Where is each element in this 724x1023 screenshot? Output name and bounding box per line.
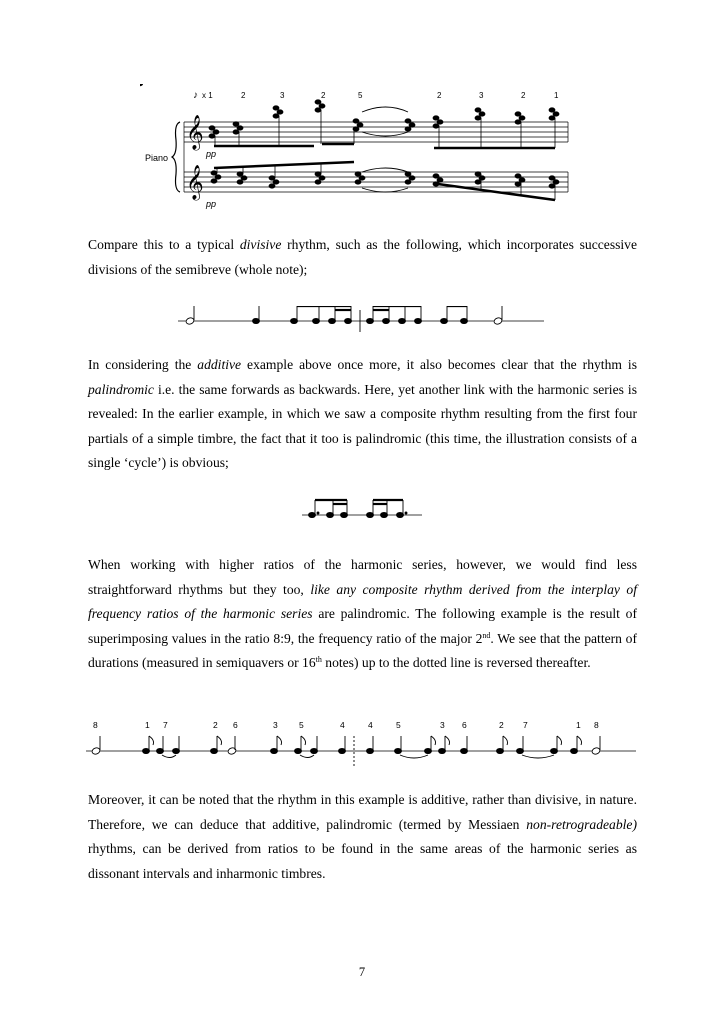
pattern-number: 5 xyxy=(358,91,363,100)
paragraph-1: Compare this to a typical divisive rhythm, such as the following, which incorporates successive divisions of the semibreve (whole note); xyxy=(88,237,638,277)
dynamic-lower: pp xyxy=(206,199,217,209)
note-value-label: x 1 xyxy=(202,91,213,100)
ratio-8-9-rhythm-figure xyxy=(84,716,640,770)
duration-number: 6 xyxy=(233,720,238,730)
duration-number: 4 xyxy=(340,720,345,730)
duration-number: 1 xyxy=(145,720,150,730)
pattern-number: 2 xyxy=(437,91,442,100)
pattern-number: 2 xyxy=(241,91,246,100)
pattern-number: 1 xyxy=(554,91,559,100)
duration-number: 7 xyxy=(523,720,528,730)
duration-number: 3 xyxy=(440,720,445,730)
duration-number: 2 xyxy=(213,720,218,730)
svg-text:♪: ♪ xyxy=(193,90,198,101)
svg-text:𝄞: 𝄞 xyxy=(186,166,204,199)
instrument-label: Piano xyxy=(145,153,169,163)
duration-number: 5 xyxy=(299,720,304,730)
duration-number: 7 xyxy=(163,720,168,730)
pattern-number: 3 xyxy=(280,91,285,100)
duration-number: 6 xyxy=(462,720,467,730)
duration-number: 5 xyxy=(396,720,401,730)
pattern-number: 3 xyxy=(479,91,484,100)
paragraph-3: When working with higher ratios of the harmonic series, however, we would find less straightforward rhythms but they too, like any composite rhythm derived from the interplay of frequency ratios of the harmonic series are palindromic. The following example is the result of superimposing values in the ratio 8:9, the frequency ratio of the major 2nd. We see that the pattern of durations (measured in semiquavers or 16th notes) up to the dotted line is reversed thereafter. xyxy=(88,557,638,671)
pattern-number: 2 xyxy=(521,91,526,100)
duration-number: 2 xyxy=(499,720,504,730)
paragraph-2: In considering the additive example above once more, it also becomes clear that the rhythm is palindromic i.e. the same forwards as backwards. Here, yet another link with the harmonic series is revealed: In the earlier example, in which we saw a composite rhythm resulting from the first four partials of a simple timbre, the fact that it too is palindromic (this time, the illustration consists of a single ‘cycle’) is obvious; xyxy=(88,357,637,471)
dynamic-upper: pp xyxy=(206,149,217,159)
piano-score-figure xyxy=(140,84,580,214)
duration-number: 3 xyxy=(273,720,278,730)
divisive-rhythm-figure xyxy=(176,306,548,336)
duration-number: 8 xyxy=(594,720,599,730)
page-number: 7 xyxy=(358,965,366,979)
duration-number: 8 xyxy=(93,720,98,730)
palindromic-rhythm-figure xyxy=(300,496,424,526)
pattern-number: 2 xyxy=(321,91,326,100)
duration-number: 1 xyxy=(576,720,581,730)
paragraph-4: Moreover, it can be noted that the rhythm in this example is additive, rather than divisive, in nature. Therefore, we can deduce that additive, palindromic (termed by Messiaen non-retrogradeable) rhythms, can be derived from ratios to be found in the same areas of the harmonic series as dissonant intervals and inharmonic timbres. xyxy=(88,792,637,881)
svg-text:𝄞: 𝄞 xyxy=(186,116,204,149)
duration-number: 4 xyxy=(368,720,373,730)
